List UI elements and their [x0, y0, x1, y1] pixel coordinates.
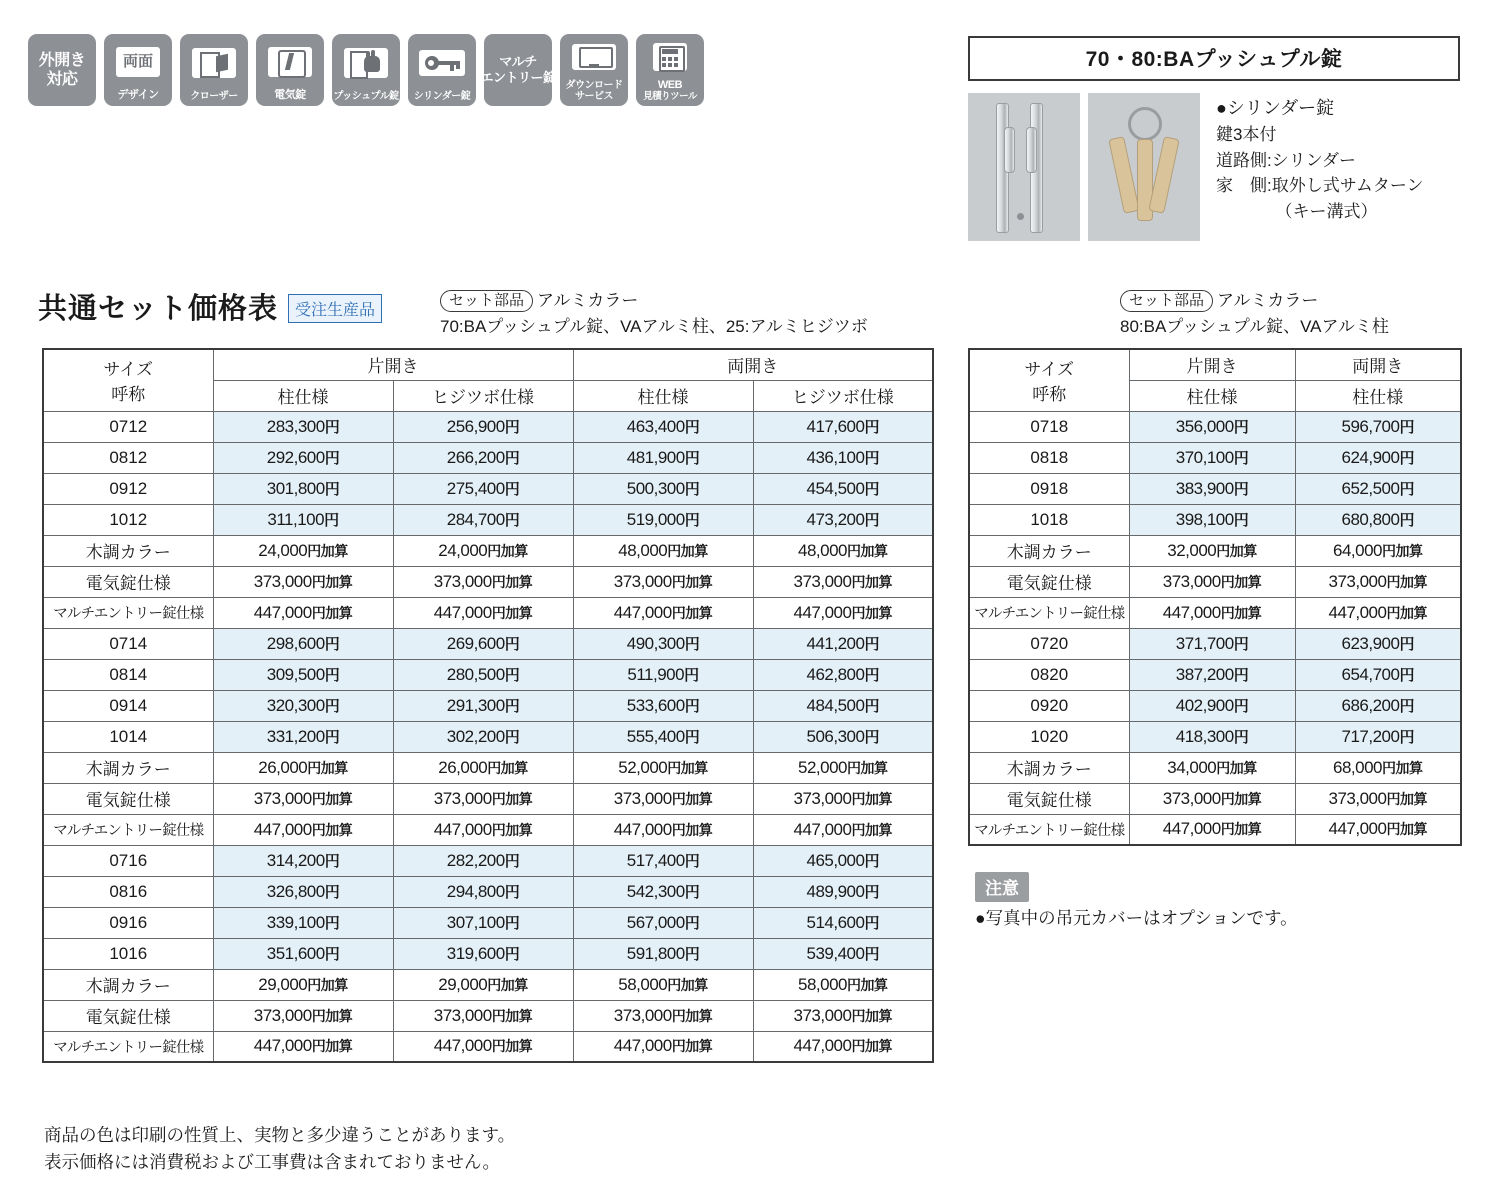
table-row [969, 783, 1461, 814]
right-set-parts-note [1120, 288, 1389, 339]
set-parts-tag-left: セット部品 [440, 290, 533, 312]
price-cell: 339,100円 [213, 907, 393, 938]
lock-spec-line-1: 鍵3本付 [1216, 125, 1277, 144]
row-option-label: 木調カラー [43, 535, 213, 566]
surcharge-cell: 32,000円加算 [1129, 535, 1295, 566]
lock-spec-panel [968, 36, 1460, 241]
price-cell: 514,600円 [753, 907, 933, 938]
surcharge-cell: 447,000円加算 [753, 814, 933, 845]
group-header-double: 両開き [573, 349, 933, 380]
price-cell: 596,700円 [1295, 411, 1461, 442]
table-row [43, 938, 933, 969]
lock-spec-bullet: ●シリンダー錠 [1216, 98, 1335, 118]
size-header: サイズ 呼称 [43, 349, 213, 411]
price-cell: 511,900円 [573, 659, 753, 690]
icon-outward-opening-label: 外開き 対応 [38, 51, 86, 88]
price-cell: 371,700円 [1129, 628, 1295, 659]
price-cell: 489,900円 [753, 876, 933, 907]
surcharge-cell: 447,000円加算 [573, 814, 753, 845]
row-option-label: 電気錠仕様 [43, 783, 213, 814]
price-cell: 387,200円 [1129, 659, 1295, 690]
table-row [969, 566, 1461, 597]
table-row [969, 411, 1461, 442]
table-row [43, 411, 933, 442]
price-cell: 441,200円 [753, 628, 933, 659]
surcharge-cell: 373,000円加算 [1295, 783, 1461, 814]
surcharge-cell: 447,000円加算 [213, 597, 393, 628]
surcharge-cell: 447,000円加算 [1129, 814, 1295, 845]
lock-spec-line-3: 家 側:取外し式サムターン [1216, 176, 1424, 195]
price-cell: 680,800円 [1295, 504, 1461, 535]
price-cell: 256,900円 [393, 411, 573, 442]
price-cell: 417,600円 [753, 411, 933, 442]
row-size-label: 0920 [969, 690, 1129, 721]
row-size-label: 0712 [43, 411, 213, 442]
surcharge-cell: 373,000円加算 [393, 1000, 573, 1031]
row-size-label: 0818 [969, 442, 1129, 473]
icon-web-estimate-tool-label: WEB 見積りツール [643, 79, 697, 102]
price-cell: 463,400円 [573, 411, 753, 442]
price-cell: 465,000円 [753, 845, 933, 876]
table-row [43, 969, 933, 1000]
door-icon [180, 34, 248, 92]
lock-spec-line-4: （キー溝式） [1216, 201, 1378, 221]
surcharge-cell: 29,000円加算 [213, 969, 393, 1000]
made-to-order-badge: 受注生産品 [288, 294, 382, 323]
set-parts-detail-left: 70:BAプッシュプル錠、VAアルミ柱、25:アルミヒジツボ [440, 316, 868, 336]
table-row [43, 1031, 933, 1062]
price-cell: 484,500円 [753, 690, 933, 721]
surcharge-cell: 447,000円加算 [213, 814, 393, 845]
price-cell: 462,800円 [753, 659, 933, 690]
row-option-label: 電気錠仕様 [43, 1000, 213, 1031]
table-row [43, 752, 933, 783]
surcharge-cell: 64,000円加算 [1295, 535, 1461, 566]
price-cell: 291,300円 [393, 690, 573, 721]
price-cell: 500,300円 [573, 473, 753, 504]
price-cell: 652,500円 [1295, 473, 1461, 504]
table-row [969, 814, 1461, 845]
price-cell: 686,200円 [1295, 690, 1461, 721]
surcharge-cell: 52,000円加算 [573, 752, 753, 783]
icon-push-pull-lock [332, 34, 400, 106]
set-parts-tag-right: セット部品 [1120, 290, 1213, 312]
price-cell: 275,400円 [393, 473, 573, 504]
price-table-left-body [43, 411, 933, 1062]
price-cell: 454,500円 [753, 473, 933, 504]
price-cell: 311,100円 [213, 504, 393, 535]
price-cell: 654,700円 [1295, 659, 1461, 690]
surcharge-cell: 373,000円加算 [393, 566, 573, 597]
surcharge-cell: 447,000円加算 [1129, 597, 1295, 628]
surcharge-cell: 52,000円加算 [753, 752, 933, 783]
surcharge-cell: 373,000円加算 [753, 566, 933, 597]
price-cell: 319,600円 [393, 938, 573, 969]
table-row [43, 876, 933, 907]
notice-badge: 注意 [975, 872, 1029, 902]
price-cell: 309,500円 [213, 659, 393, 690]
row-size-label: 1020 [969, 721, 1129, 752]
price-cell: 292,600円 [213, 442, 393, 473]
price-cell: 284,700円 [393, 504, 573, 535]
footer-line-1: 商品の色は印刷の性質上、実物と多少違うことがあります。 [44, 1125, 516, 1145]
row-size-label: 0918 [969, 473, 1129, 504]
table-row [43, 628, 933, 659]
price-cell: 418,300円 [1129, 721, 1295, 752]
sub-header-right-1: 柱仕様 [1295, 380, 1461, 411]
surcharge-cell: 373,000円加算 [1129, 783, 1295, 814]
price-cell: 294,800円 [393, 876, 573, 907]
group-header-single-right: 片開き [1129, 349, 1295, 380]
icon-electric-lock [256, 34, 324, 106]
notice-text: ●写真中の吊元カバーはオプションです。 [975, 908, 1298, 928]
row-size-label: 0814 [43, 659, 213, 690]
row-size-label: 1018 [969, 504, 1129, 535]
price-cell: 542,300円 [573, 876, 753, 907]
price-cell: 567,000円 [573, 907, 753, 938]
surcharge-cell: 58,000円加算 [573, 969, 753, 1000]
calculator-icon [636, 34, 704, 79]
icon-web-estimate-tool [636, 34, 704, 106]
icon-push-pull-lock-label: プッシュプル錠 [333, 90, 399, 102]
surcharge-cell: 447,000円加算 [1295, 814, 1461, 845]
row-size-label: 0720 [969, 628, 1129, 659]
price-cell: 623,900円 [1295, 628, 1461, 659]
icon-electric-lock-label: 電気錠 [274, 89, 306, 102]
surcharge-cell: 373,000円加算 [1295, 566, 1461, 597]
surcharge-cell: 26,000円加算 [213, 752, 393, 783]
price-table-heading [38, 286, 382, 327]
icon-multi-entry-lock [480, 34, 556, 106]
table-row [43, 659, 933, 690]
surcharge-cell: 48,000円加算 [753, 535, 933, 566]
row-size-label: 0714 [43, 628, 213, 659]
row-size-label: 0718 [969, 411, 1129, 442]
price-cell: 320,300円 [213, 690, 393, 721]
left-set-parts-note [440, 288, 868, 339]
row-size-label: 0812 [43, 442, 213, 473]
price-cell: 555,400円 [573, 721, 753, 752]
surcharge-cell: 447,000円加算 [393, 597, 573, 628]
table-row [43, 566, 933, 597]
set-parts-detail-right: 80:BAプッシュプル錠、VAアルミ柱 [1120, 316, 1389, 336]
table-row [43, 504, 933, 535]
price-cell: 307,100円 [393, 907, 573, 938]
lock-spec-text [1216, 93, 1424, 241]
surcharge-cell: 373,000円加算 [573, 783, 753, 814]
price-table-left-head [43, 349, 933, 411]
price-table-right-head [969, 349, 1461, 411]
price-cell: 473,200円 [753, 504, 933, 535]
price-table-right [968, 348, 1462, 846]
table-row [969, 659, 1461, 690]
surcharge-cell: 68,000円加算 [1295, 752, 1461, 783]
price-cell: 356,000円 [1129, 411, 1295, 442]
price-cell: 490,300円 [573, 628, 753, 659]
surcharge-cell: 373,000円加算 [213, 1000, 393, 1031]
table-row [43, 597, 933, 628]
price-cell: 282,200円 [393, 845, 573, 876]
table-row [969, 597, 1461, 628]
surcharge-cell: 447,000円加算 [1295, 597, 1461, 628]
table-row [43, 845, 933, 876]
price-cell: 266,200円 [393, 442, 573, 473]
icon-double-sided-design-label: デザイン [117, 89, 159, 102]
surcharge-cell: 24,000円加算 [213, 535, 393, 566]
row-option-label: マルチエントリー錠仕様 [43, 597, 213, 628]
price-cell: 506,300円 [753, 721, 933, 752]
price-cell: 298,600円 [213, 628, 393, 659]
row-option-label: マルチエントリー錠仕様 [43, 814, 213, 845]
price-cell: 539,400円 [753, 938, 933, 969]
row-size-label: 0912 [43, 473, 213, 504]
price-table-right-body [969, 411, 1461, 845]
surcharge-cell: 29,000円加算 [393, 969, 573, 1000]
sub-header-3: ヒジツボ仕様 [753, 380, 933, 411]
table-row [969, 535, 1461, 566]
footer-notes [44, 1122, 515, 1176]
row-option-label: 木調カラー [969, 535, 1129, 566]
size-header-right: サイズ 呼称 [969, 349, 1129, 411]
lock-spec-body [968, 93, 1460, 241]
row-option-label: マルチエントリー錠仕様 [969, 814, 1129, 845]
price-cell: 481,900円 [573, 442, 753, 473]
table-row [43, 721, 933, 752]
table-row [43, 442, 933, 473]
price-cell: 370,100円 [1129, 442, 1295, 473]
row-size-label: 0820 [969, 659, 1129, 690]
group-header-single: 片開き [213, 349, 573, 380]
group-header-double-right: 両開き [1295, 349, 1461, 380]
price-cell: 280,500円 [393, 659, 573, 690]
table-row [43, 907, 933, 938]
row-option-label: 電気錠仕様 [969, 783, 1129, 814]
surcharge-cell: 373,000円加算 [213, 566, 393, 597]
price-cell: 591,800円 [573, 938, 753, 969]
handle-photo [968, 93, 1080, 241]
table-row [43, 535, 933, 566]
footer-line-2: 表示価格には消費税および工事費は含まれておりません。 [44, 1152, 501, 1173]
row-option-label: 木調カラー [969, 752, 1129, 783]
icon-door-closer-label: クローザー [190, 90, 238, 102]
header-row-groups [43, 349, 933, 380]
surcharge-cell: 373,000円加算 [573, 566, 753, 597]
price-cell: 402,900円 [1129, 690, 1295, 721]
sub-header-0: 柱仕様 [213, 380, 393, 411]
surcharge-cell: 373,000円加算 [213, 783, 393, 814]
sub-header-right-0: 柱仕様 [1129, 380, 1295, 411]
icon-cylinder-lock [408, 34, 476, 106]
price-cell: 717,200円 [1295, 721, 1461, 752]
row-size-label: 0914 [43, 690, 213, 721]
row-size-label: 0916 [43, 907, 213, 938]
sub-header-1: ヒジツボ仕様 [393, 380, 573, 411]
surcharge-cell: 373,000円加算 [753, 783, 933, 814]
table-row [43, 690, 933, 721]
table-row [969, 690, 1461, 721]
price-cell: 269,600円 [393, 628, 573, 659]
table-row [969, 752, 1461, 783]
surcharge-cell: 447,000円加算 [393, 1031, 573, 1062]
monitor-icon [560, 34, 628, 80]
price-cell: 301,800円 [213, 473, 393, 504]
icon-cylinder-lock-label: シリンダー錠 [413, 90, 471, 102]
electric-bolt-icon [256, 34, 324, 90]
table-row [43, 814, 933, 845]
icon-multi-entry-lock-label: マルチ エントリー錠 [480, 53, 556, 85]
table-row [43, 1000, 933, 1031]
row-size-label: 1012 [43, 504, 213, 535]
row-size-label: 1016 [43, 938, 213, 969]
surcharge-cell: 447,000円加算 [753, 597, 933, 628]
row-option-label: 木調カラー [43, 969, 213, 1000]
icon-door-closer [180, 34, 248, 106]
price-cell: 398,100円 [1129, 504, 1295, 535]
table-row [43, 783, 933, 814]
header-row-groups-right [969, 349, 1461, 380]
price-cell: 351,600円 [213, 938, 393, 969]
table-row [969, 473, 1461, 504]
price-cell: 331,200円 [213, 721, 393, 752]
key-icon [408, 34, 476, 92]
price-cell: 383,900円 [1129, 473, 1295, 504]
keys-photo [1088, 93, 1200, 241]
hand-icon [332, 34, 400, 92]
price-cell: 436,100円 [753, 442, 933, 473]
row-option-label: 木調カラー [43, 752, 213, 783]
surcharge-cell: 447,000円加算 [393, 814, 573, 845]
surcharge-cell: 447,000円加算 [573, 1031, 753, 1062]
price-cell: 326,800円 [213, 876, 393, 907]
surcharge-cell: 447,000円加算 [753, 1031, 933, 1062]
surcharge-cell: 48,000円加算 [573, 535, 753, 566]
surcharge-cell: 26,000円加算 [393, 752, 573, 783]
surcharge-cell: 373,000円加算 [393, 783, 573, 814]
sub-header-2: 柱仕様 [573, 380, 753, 411]
row-size-label: 0716 [43, 845, 213, 876]
surcharge-cell: 58,000円加算 [753, 969, 933, 1000]
surcharge-cell: 373,000円加算 [753, 1000, 933, 1031]
price-cell: 302,200円 [393, 721, 573, 752]
row-size-label: 0816 [43, 876, 213, 907]
row-option-label: マルチエントリー錠仕様 [43, 1031, 213, 1062]
price-cell: 517,400円 [573, 845, 753, 876]
icon-outward-opening [28, 34, 96, 106]
table-row [969, 442, 1461, 473]
surcharge-cell: 373,000円加算 [573, 1000, 753, 1031]
price-cell: 624,900円 [1295, 442, 1461, 473]
icon-download-service [560, 34, 628, 106]
lock-spec-line-2: 道路側:シリンダー [1216, 150, 1357, 170]
page-title: 共通セット価格表 [38, 293, 279, 325]
surcharge-cell: 447,000円加算 [573, 597, 753, 628]
surcharge-cell: 447,000円加算 [213, 1031, 393, 1062]
table-row [969, 721, 1461, 752]
table-row [969, 628, 1461, 659]
double-face-icon-glyph: 両面 [116, 47, 160, 77]
icon-double-sided-design [104, 34, 172, 106]
lock-spec-title: 70・80:BAプッシュプル錠 [968, 36, 1460, 81]
price-cell: 533,600円 [573, 690, 753, 721]
set-parts-label-right: アルミカラー [1217, 291, 1319, 310]
surcharge-cell: 24,000円加算 [393, 535, 573, 566]
row-size-label: 1014 [43, 721, 213, 752]
surcharge-cell: 373,000円加算 [1129, 566, 1295, 597]
price-table-left [42, 348, 934, 1063]
set-parts-label-left: アルミカラー [537, 291, 639, 310]
price-cell: 314,200円 [213, 845, 393, 876]
table-row [43, 473, 933, 504]
surcharge-cell: 34,000円加算 [1129, 752, 1295, 783]
row-option-label: マルチエントリー錠仕様 [969, 597, 1129, 628]
feature-icon-strip [28, 34, 704, 106]
icon-download-service-label: ダウンロード サービス [565, 80, 623, 102]
table-row [969, 504, 1461, 535]
price-cell: 283,300円 [213, 411, 393, 442]
row-option-label: 電気錠仕様 [969, 566, 1129, 597]
price-cell: 519,000円 [573, 504, 753, 535]
row-option-label: 電気錠仕様 [43, 566, 213, 597]
double-face-icon [104, 34, 172, 90]
